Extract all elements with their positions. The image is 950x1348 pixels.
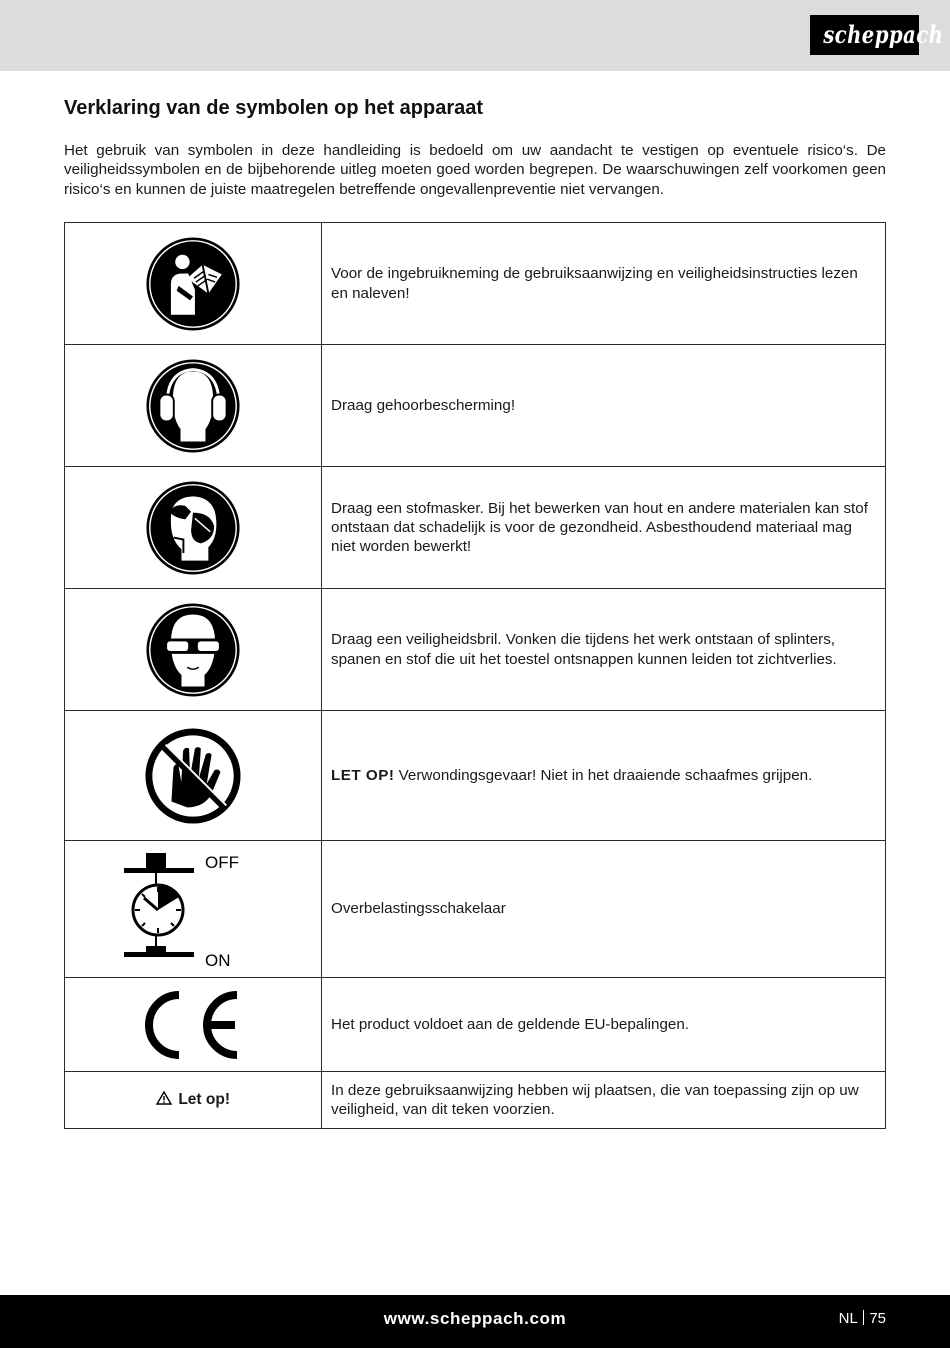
icon-cell [65,841,322,978]
row-text: Het product voldoet aan de geldende EU-bepalingen. [331,1015,690,1033]
desc-cell [322,1072,886,1129]
table-row [65,589,886,711]
desc-cell [322,467,886,589]
desc-cell [322,589,886,711]
scheppach-logo [810,15,944,55]
table-row [65,345,886,467]
desc-cell [322,978,886,1072]
page-indicator [839,1310,886,1327]
dust-mask-icon [145,480,241,576]
desc-cell [322,223,886,345]
row-text: Verwondingsgevaar! Niet in het draaiende schaafmes grijpen. [394,766,813,784]
footer-url[interactable]: www.scheppach.com [383,1309,567,1328]
table-row [65,978,886,1072]
page-number: 75 [869,1310,886,1327]
read-manual-icon [145,236,241,332]
row-text: Overbelastingsschakelaar [331,900,506,918]
icon-cell [65,467,322,589]
icon-cell [65,711,322,841]
separator [863,1310,865,1325]
off-label: OFF [205,853,239,872]
desc-cell [322,345,886,467]
ce-mark-icon [143,990,243,1060]
row-text: Draag een veiligheidsbril. Vonken die tijdens het werk ontstaan of splinters, spanen en stof die uit het toestel ontsnappen kunnen leiden tot zichtverlies. [331,631,837,668]
logo-text: scheppach [823,20,944,49]
table-row [65,841,886,978]
desc-cell [322,711,886,841]
overload-switch-icon [118,849,268,969]
no-hand-icon [144,727,242,825]
icon-cell [65,345,322,467]
table-row [65,711,886,841]
warning-label: LET OP! [331,766,395,784]
language-code: NL [838,1310,858,1327]
row-text: Voor de ingebruikneming de gebruiksaanwijzing en veiligheidsinstructies lezen en naleven! [331,265,858,302]
table-row [65,1072,886,1129]
row-text: Draag gehoorbescherming! [331,396,516,414]
row-text: Draag een stofmasker. Bij het bewerken van hout en andere materialen kan stof ontstaan dat schadelijk is voor de gezondheid. Asbesthoudend materiaal mag niet worden bewerkt! [331,499,868,556]
table-row [65,223,886,345]
intro-paragraph: Het gebruik van symbolen in deze handleiding is bedoeld om uw aandacht te vestigen op eventuele risico‘s. De veiligheidssymbolen en de bijbehorende uitleg moeten goed worden begrepen. De waarschuwingen zelf voorkomen geen risico‘s en kunnen de juiste maatregelen betreffende ongevallenpreventie niet vervangen. [64,142,886,198]
row-text: In deze gebruiksaanwijzing hebben wij plaatsen, die van toepassing zijn op uw veiligheid, van dit teken voorzien. [331,1081,859,1118]
icon-cell [65,223,322,345]
icon-cell [65,978,322,1072]
symbol-table [64,222,886,1129]
on-label: ON [205,951,231,969]
safety-goggles-icon [145,602,241,698]
let-op-label [156,1091,230,1108]
warning-triangle-icon [156,1091,172,1105]
table-row [65,467,886,589]
header-band [0,0,950,71]
icon-cell [65,1072,322,1129]
let-op-text: Let op! [178,1091,230,1108]
icon-cell [65,589,322,711]
ear-protection-icon [145,358,241,454]
page-title: Verklaring van de symbolen op het apparaat [64,97,484,119]
desc-cell [322,841,886,978]
